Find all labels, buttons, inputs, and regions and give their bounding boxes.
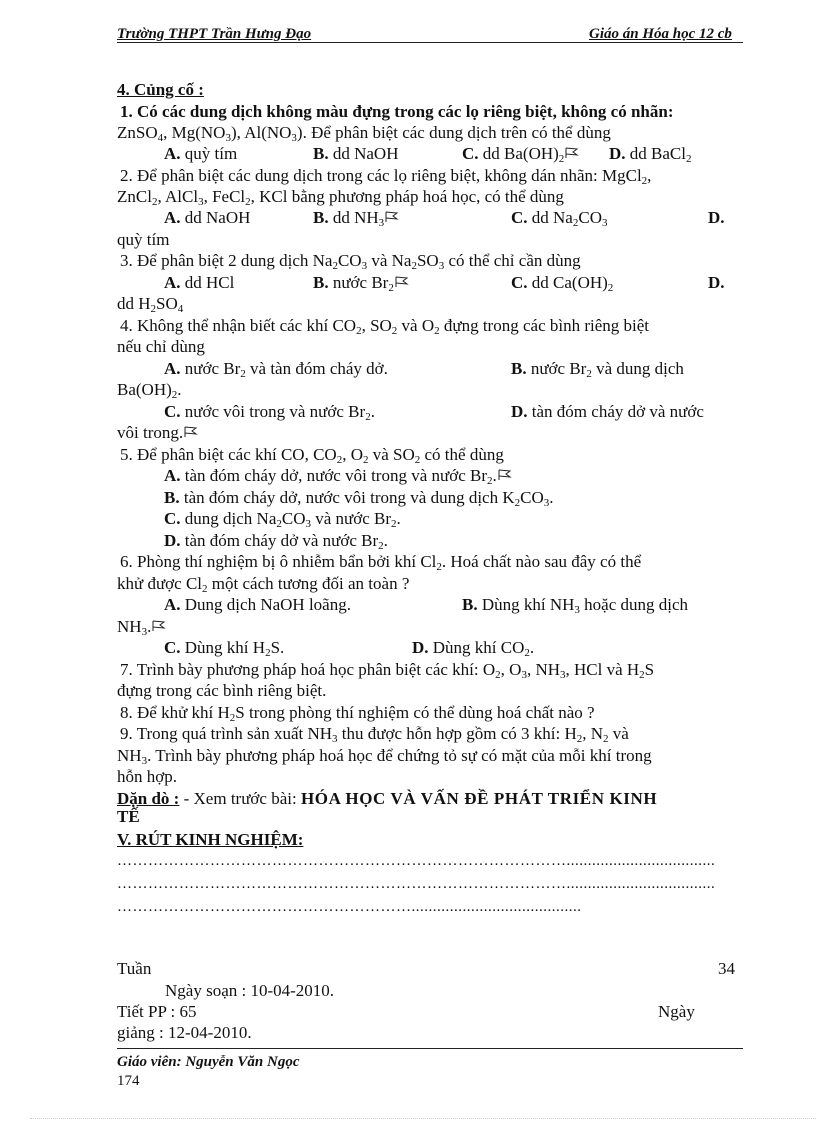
- sub: 2: [641, 175, 648, 187]
- q7-l1d: , HCl và H: [565, 660, 640, 679]
- opt-letter: D.: [164, 531, 181, 550]
- opt-letter: B.: [462, 595, 478, 614]
- opt-text: dd Ca(OH): [527, 273, 608, 292]
- sub: 3: [291, 132, 297, 144]
- sub: 3: [141, 755, 148, 767]
- sub: 2: [150, 303, 157, 315]
- opt-text: tàn đóm cháy dở, nước vôi trong và nước Br: [180, 466, 488, 485]
- notes-line-1: ……………………………………………………………………………...................................: [117, 853, 716, 869]
- q2-option-b: [313, 207, 399, 228]
- sub: 2: [603, 733, 609, 745]
- opt-text: .: [383, 531, 388, 550]
- q6-option-d: [412, 637, 534, 658]
- q2-l1s: ,: [647, 166, 652, 185]
- sub: 2: [388, 282, 394, 294]
- sub: 2: [607, 282, 614, 294]
- q2-l2c: , FeCl: [203, 187, 246, 206]
- notes-line-3: …………………………………………………........................................: [117, 899, 582, 915]
- opt-letter: D.: [412, 638, 429, 657]
- q2-l2b: , AlCl: [157, 187, 199, 206]
- sub: 2: [487, 475, 493, 487]
- q3-option-d-text: [117, 293, 183, 314]
- opt-letter: C.: [511, 273, 528, 292]
- q5-option-b: [164, 487, 554, 508]
- q9-l1a: 9. Trong quá trình sản xuất NH: [120, 724, 333, 743]
- question-6-line1: [120, 551, 641, 572]
- sub: 2: [411, 260, 417, 272]
- q4-l1a: 4. Không thể nhận biết các khí CO: [120, 316, 357, 335]
- homework-line: [117, 788, 657, 809]
- sub: 2: [276, 518, 282, 530]
- footer-teacher: Giáo viên: Nguyễn Văn Ngọc: [117, 1054, 300, 1070]
- q3-option-b: [313, 272, 409, 293]
- opt-letter: C.: [164, 509, 181, 528]
- sub: 3: [305, 518, 311, 530]
- sub: 2: [586, 368, 592, 380]
- opt-text: Dùng khí H: [180, 638, 266, 657]
- sub: 2: [524, 647, 530, 659]
- q6-option-b-cont: [117, 616, 166, 637]
- opt-text: và tàn đóm cháy dở.: [245, 359, 388, 378]
- q7-l1e: S: [644, 660, 655, 679]
- opt-text: CO: [520, 488, 544, 507]
- section-v-title: [117, 829, 303, 850]
- sub: 2: [391, 325, 398, 337]
- opt-letter: B.: [313, 273, 329, 292]
- opt-letter: C.: [462, 144, 479, 163]
- question-9-line2: [117, 745, 652, 766]
- opt-text: .: [147, 617, 152, 636]
- q4-option-d: [511, 401, 704, 422]
- q5-option-a: [164, 465, 512, 486]
- homework-title: HÓA HỌC VÀ VẤN ĐỀ PHÁT TRIỂN KINH: [300, 789, 658, 808]
- sub: 2: [576, 733, 583, 745]
- opt-text: .: [370, 402, 375, 421]
- question-1-line2: [117, 122, 611, 143]
- sub: 3: [521, 669, 527, 681]
- opt-letter: D.: [609, 144, 626, 163]
- sub: 2: [265, 647, 271, 659]
- q6-option-a: [164, 594, 351, 615]
- q7-l1c: , NH: [526, 660, 560, 679]
- opt-text: tàn đóm cháy dở, nước vôi trong và dung dịch K: [179, 488, 515, 507]
- opt-text: dd NH: [328, 208, 379, 227]
- q6-option-c: [164, 637, 284, 658]
- opt-text: dd BaCl: [625, 144, 686, 163]
- question-1-line1: [120, 101, 674, 122]
- q3-option-d-letter: D.: [708, 273, 725, 292]
- homework-label: Dặn dò :: [117, 789, 180, 808]
- q4-option-b-cont: [117, 379, 182, 400]
- opt-letter: C.: [511, 208, 528, 227]
- sub: 2: [558, 153, 565, 165]
- q8-l1b: S trong phòng thí nghiệm có thể dùng hoá chất nào ?: [235, 703, 595, 722]
- opt-text: .: [529, 638, 535, 657]
- sub: 2: [151, 196, 158, 208]
- notes-line-2: ……………………………………………………………………………...................................: [117, 876, 716, 892]
- opt-text: dd Ba(OH): [478, 144, 559, 163]
- q1-option-b: [313, 143, 398, 164]
- q3-l1e: có thể chỉ cần dùng: [444, 251, 581, 270]
- question-3-line1: [120, 250, 581, 271]
- q3-l1d: SO: [416, 251, 439, 270]
- sub: 3: [543, 497, 550, 509]
- question-7-line2: đựng trong các bình riêng biệt.: [117, 681, 327, 700]
- opt-text: dd NaOH: [328, 144, 399, 163]
- q1-option-c: [462, 143, 579, 164]
- opt-text: dd Na: [527, 208, 573, 227]
- opt-letter: A.: [164, 466, 181, 485]
- sub: 2: [171, 389, 178, 401]
- footer-rule: [117, 1048, 743, 1049]
- question-9-line1: [120, 723, 629, 744]
- sub: 3: [361, 260, 368, 272]
- question-8-line1: [120, 702, 595, 723]
- q4-option-b: [511, 358, 684, 379]
- q2-option-d-text: quỳ tím: [117, 230, 170, 249]
- q5-l1b: , O: [342, 445, 363, 464]
- q2-l1: 2. Để phân biệt các dung dịch trong các lọ riêng biệt, không dán nhãn: MgCl: [120, 166, 642, 185]
- opt-text: dd NaOH: [180, 208, 251, 227]
- sub: 2: [362, 454, 369, 466]
- q4-l1c: và O: [397, 316, 435, 335]
- sub: 3: [601, 217, 608, 229]
- q2-l2a: ZnCl: [117, 187, 152, 206]
- q1-text: 1. Có các dung dịch không màu đựng trong các lọ riêng biệt, không có nhãn:: [120, 102, 674, 121]
- q3-l1c: và Na: [367, 251, 412, 270]
- opt-text: .: [549, 488, 554, 507]
- q6-l2a: khử được Cl: [117, 574, 203, 593]
- opt-text: Ba(OH): [117, 380, 172, 399]
- header-subject: Giáo án Hóa học 12 cb: [589, 26, 732, 42]
- page-edge: [30, 1118, 816, 1119]
- q5-option-d: [164, 530, 388, 551]
- answer-flag-icon: [152, 620, 166, 632]
- sub: 3: [141, 626, 148, 638]
- q9-l2a: NH: [117, 746, 142, 765]
- q9-l1b: thu được hỗn hợp gồm có 3 khí: H: [337, 724, 577, 743]
- opt-letter: C.: [164, 402, 181, 421]
- sub: 3: [378, 217, 385, 229]
- answer-flag-icon: [498, 469, 512, 481]
- opt-text: CO: [578, 208, 602, 227]
- sub: 2: [514, 497, 521, 509]
- q5-l1d: có thể dùng: [420, 445, 504, 464]
- question-7-line1: [120, 659, 654, 680]
- q2-option-c: [511, 207, 607, 228]
- opt-text: hoặc dung dịch: [579, 595, 689, 614]
- q9-l1c: , N: [582, 724, 604, 743]
- opt-text: nước Br: [328, 273, 389, 292]
- question-9-line3: hỗn hợp.: [117, 767, 177, 786]
- opt-letter: A.: [164, 208, 181, 227]
- homework-text: - Xem trước bài:: [179, 789, 301, 808]
- q4-option-d-cont: [117, 422, 198, 443]
- answer-flag-icon: [184, 426, 198, 438]
- q7-l1b: , O: [500, 660, 522, 679]
- sub: 2: [202, 583, 208, 595]
- q2-option-d-letter: D.: [708, 208, 725, 227]
- q6-l1b: . Hoá chất nào sau đây có thể: [441, 552, 642, 571]
- section-title: [117, 79, 204, 100]
- opt-text: dd HCl: [180, 273, 235, 292]
- q1-option-a: [164, 143, 237, 164]
- opt-text: và dung dịch: [591, 359, 684, 378]
- q1-l2b: , Mg(NO: [163, 123, 226, 142]
- q1-l2a: ZnSO: [117, 123, 158, 142]
- header-school: Trường THPT Trần Hưng Đạo: [117, 26, 312, 42]
- q9-l1d: và: [608, 724, 629, 743]
- question-4-line1: [120, 315, 649, 336]
- lesson-number: Tiết PP : 65: [117, 1002, 197, 1021]
- sub: 2: [391, 518, 397, 530]
- sub: 2: [336, 454, 343, 466]
- q3-l1b: CO: [337, 251, 362, 270]
- q3-l1a: 3. Để phân biệt 2 dung dịch Na: [120, 251, 333, 270]
- question-2-line2: [117, 186, 564, 207]
- opt-text: .: [396, 509, 401, 528]
- opt-letter: B.: [164, 488, 180, 507]
- sub: 3: [198, 196, 204, 208]
- sub: 2: [240, 368, 246, 380]
- q6-l2b: một cách tương đối an toàn ?: [207, 574, 410, 593]
- opt-text: CO: [281, 509, 306, 528]
- sub: 3: [560, 669, 566, 681]
- sub: 2: [495, 669, 501, 681]
- sub: 2: [685, 153, 692, 165]
- opt-text: nước vôi trong và nước Br: [180, 402, 366, 421]
- sub: 3: [332, 733, 338, 745]
- opt-letter: A.: [164, 273, 181, 292]
- header-rule: [117, 42, 743, 43]
- question-5-line1: [120, 444, 504, 465]
- q1-l2c: ), Al(NO: [230, 123, 292, 142]
- opt-letter: D.: [511, 402, 528, 421]
- opt-letter: A.: [164, 144, 181, 163]
- opt-letter: A.: [164, 359, 181, 378]
- answer-flag-icon: [565, 147, 579, 159]
- q9-l2b: . Trình bày phương pháp hoá học để chứng tỏ sự có mặt của mỗi khí trong: [147, 746, 652, 765]
- section-v-text: V. RÚT KINH NGHIỆM:: [117, 830, 304, 849]
- question-2-line1: [120, 165, 651, 186]
- q5-l1a: 5. Để phân biệt các khí CO, CO: [120, 445, 337, 464]
- opt-text: SO: [156, 294, 178, 313]
- sub: 2: [572, 217, 579, 229]
- q6-l1a: 6. Phòng thí nghiệm bị ô nhiễm bẩn bởi khí Cl: [120, 552, 437, 571]
- q2-option-a: [164, 207, 250, 228]
- opt-text: Dùng khí NH: [477, 595, 575, 614]
- sub: 2: [245, 196, 251, 208]
- sub: 2: [356, 325, 362, 337]
- page-number: 174: [117, 1073, 140, 1089]
- opt-text: tàn đóm cháy dở và nước: [527, 402, 704, 421]
- q5-l1c: và SO: [368, 445, 415, 464]
- sub: 3: [574, 604, 580, 616]
- answer-flag-icon: [385, 211, 399, 223]
- prep-date: Ngày soạn : 10-04-2010.: [165, 981, 335, 1000]
- sub: 2: [332, 260, 338, 272]
- sub: 3: [225, 132, 231, 144]
- opt-text: NH: [117, 617, 142, 636]
- homework-title-cont: TẾ: [117, 807, 140, 826]
- q6-option-b: [462, 594, 688, 615]
- week-label: Tuần: [117, 959, 152, 978]
- q3-option-a: [164, 272, 234, 293]
- section-title-text: 4. Củng cố :: [117, 80, 204, 99]
- teach-date: giảng : 12-04-2010.: [117, 1023, 252, 1042]
- opt-text: .: [177, 380, 182, 399]
- q1-option-d: [609, 143, 691, 164]
- opt-text: dung dịch Na: [180, 509, 277, 528]
- sub: 3: [438, 260, 445, 272]
- q4-l1b: , SO: [361, 316, 392, 335]
- question-4-line2: nếu chỉ dùng: [117, 337, 205, 356]
- q1-l2d: ). Để phân biệt các dung dịch trên có thể dùng: [296, 123, 611, 142]
- q2-l2d: , KCl bằng phương pháp hoá học, có thể dùng: [250, 187, 564, 206]
- opt-text: tàn đóm cháy dở và nước Br: [180, 531, 379, 550]
- sub: 2: [639, 669, 645, 681]
- sub: 4: [177, 303, 184, 315]
- opt-letter: B.: [511, 359, 527, 378]
- opt-text: Dùng khí CO: [428, 638, 525, 657]
- q4-option-c: [164, 401, 375, 422]
- sub: 2: [414, 454, 421, 466]
- opt-text: vôi trong.: [117, 423, 184, 442]
- sub: 2: [378, 540, 384, 552]
- opt-letter: B.: [313, 208, 329, 227]
- sub: 2: [365, 411, 371, 423]
- opt-text: và nước Br: [311, 509, 392, 528]
- opt-text: .: [492, 466, 497, 485]
- sub: 2: [434, 325, 440, 337]
- question-6-line2: [117, 573, 409, 594]
- q7-l1a: 7. Trình bày phương pháp hoá học phân biệt các khí: O: [120, 660, 496, 679]
- sub: 2: [229, 712, 236, 724]
- q8-l1a: 8. Để khử khí H: [120, 703, 230, 722]
- opt-letter: B.: [313, 144, 329, 163]
- opt-text: nước Br: [180, 359, 241, 378]
- opt-text: quỳ tím: [180, 144, 238, 163]
- q5-option-c: [164, 508, 401, 529]
- q3-option-c: [511, 272, 613, 293]
- opt-letter: C.: [164, 638, 181, 657]
- q4-option-a: [164, 358, 388, 379]
- answer-flag-icon: [395, 276, 409, 288]
- opt-text: dd H: [117, 294, 151, 313]
- opt-text: S.: [270, 638, 285, 657]
- q4-l1d: đựng trong các bình riêng biệt: [439, 316, 650, 335]
- sub: 4: [157, 132, 164, 144]
- opt-text: nước Br: [526, 359, 587, 378]
- teach-date-label: Ngày: [658, 1002, 695, 1021]
- opt-text: Dung dịch NaOH loãng.: [180, 595, 351, 614]
- week-number: 34: [718, 959, 735, 978]
- sub: 2: [436, 561, 442, 573]
- opt-letter: A.: [164, 595, 181, 614]
